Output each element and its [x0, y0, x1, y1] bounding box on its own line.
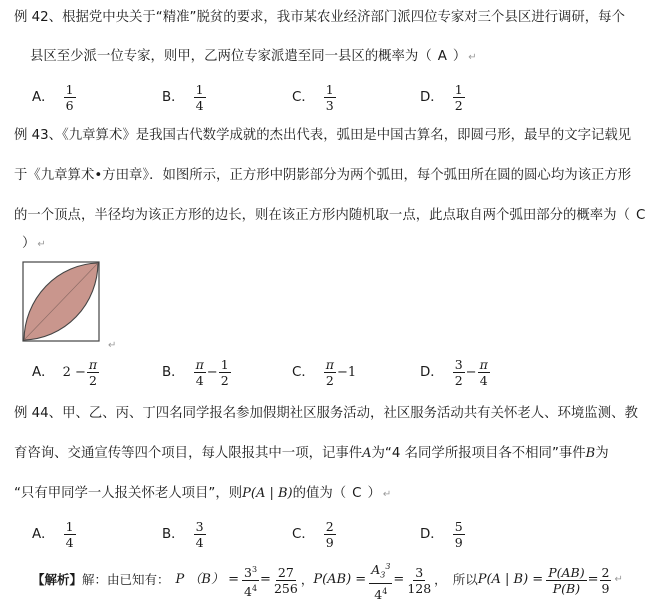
q44-line2 — [14, 445, 609, 463]
option-label: C． — [292, 89, 315, 105]
q42-line2-text: 县区至少派一位专家，则甲，乙两位专家派遣至同一县区的概率为（ — [30, 49, 432, 64]
separator: ， — [300, 572, 314, 588]
frac-num — [369, 560, 392, 584]
frac-den: 2 — [454, 373, 463, 388]
frac-den: 9 — [601, 580, 610, 596]
exponent: 4 — [382, 586, 388, 596]
fraction — [242, 563, 259, 598]
fraction — [219, 358, 231, 387]
frac-num: π — [325, 357, 334, 372]
equals-sign: = — [260, 572, 271, 588]
frac-den: 2 — [325, 373, 334, 388]
frac-den: 6 — [65, 98, 74, 113]
option-label: C． — [292, 364, 315, 380]
frac-num: 3 — [415, 564, 424, 580]
frac-den: 4 — [195, 373, 204, 388]
q44-option-a — [32, 520, 77, 549]
q43-option-a — [32, 358, 100, 387]
fraction — [194, 83, 206, 112]
q42-option-b — [162, 83, 207, 112]
conditional-expr: P(A | B) = — [477, 572, 544, 588]
q44-line3 — [14, 485, 391, 504]
fraction — [194, 358, 206, 387]
frac-num: 3 — [195, 519, 204, 534]
frac-den: 2 — [454, 98, 463, 113]
frac-num: 3 — [454, 357, 463, 372]
fraction — [600, 566, 612, 595]
fraction — [64, 83, 76, 112]
q43-option-b — [162, 358, 232, 387]
fraction — [272, 566, 300, 595]
return-mark-icon: ↵ — [108, 340, 117, 351]
q44-option-c — [292, 520, 337, 549]
base: A — [371, 562, 381, 578]
option-label: A． — [32, 526, 55, 542]
conditional-prob-expr: P(A | B) — [242, 486, 293, 501]
base: 3 — [244, 564, 252, 580]
option-label: B． — [162, 526, 185, 542]
base: 4 — [374, 586, 383, 602]
frac-den: 4 — [195, 98, 204, 113]
frac-den: 4 — [65, 535, 74, 550]
q42-option-a — [32, 83, 77, 112]
q43-line4 — [22, 235, 46, 254]
return-mark-icon: ↵ — [382, 489, 392, 500]
frac-den: 9 — [325, 535, 334, 550]
q42-answer: A — [437, 49, 447, 64]
return-mark-icon: ↵ — [468, 52, 477, 63]
option-label: C． — [292, 526, 315, 542]
fraction — [87, 358, 99, 387]
subscript: 3 — [380, 570, 386, 580]
q44-line2-text-c: 为 — [595, 446, 609, 461]
option-label: D． — [420, 364, 444, 380]
prob-b-expr: P （B） = — [175, 572, 239, 588]
frac-num: 1 — [454, 82, 463, 97]
frac-den: 128 — [407, 580, 432, 596]
frac-den: P(B) — [552, 580, 581, 596]
q44-answer: C — [352, 486, 362, 501]
frac-den: 4 — [479, 373, 488, 388]
q43-option-d — [420, 358, 491, 387]
frac-den: 2 — [220, 373, 229, 388]
q43-line3 — [14, 207, 651, 225]
frac-den: 2 — [88, 373, 97, 388]
frac-den — [242, 581, 259, 598]
prob-ab-expr: P(AB) = — [313, 572, 367, 588]
q42-option-d — [420, 83, 466, 112]
frac-num: 2 — [325, 519, 334, 534]
option-label: D． — [420, 89, 444, 105]
solution-so: 所以 — [452, 572, 478, 588]
fraction — [324, 83, 336, 112]
q43-line3-text: 的一个顶点，半径均为该正方形的边长，则在该正方形内随机取一点，此点取自两个弧田部分的概率为（ — [14, 208, 630, 223]
frac-num: 1 — [220, 357, 229, 372]
math-term: − — [465, 364, 477, 380]
frac-num: π — [195, 357, 204, 372]
fraction — [194, 520, 206, 549]
q44-line2-text-a: 育咨询、交通宣传等四个项目，每人限报其中一项，记事件 — [14, 446, 363, 461]
exponent: 3 — [251, 564, 258, 574]
q44-line2-text-b: 为“4 名同学所报项目各不相同”事件 — [371, 446, 586, 461]
fraction — [324, 520, 336, 549]
fraction — [64, 520, 76, 549]
option-label: D． — [420, 526, 444, 542]
fraction — [405, 566, 433, 595]
equals-sign: = — [587, 572, 599, 588]
option-label: B． — [162, 364, 185, 380]
q43-line2: 于《九章算术•方田章》．如图所示，正方形中阴影部分为两个弧田，每个弧田所在圆的圆心均为该正方形 — [14, 168, 632, 183]
frac-num: 1 — [65, 82, 74, 97]
q43-answer: C — [635, 208, 646, 223]
option-label: A． — [32, 89, 55, 105]
return-mark-icon: ↵ — [37, 239, 46, 250]
math-term: − — [206, 364, 218, 380]
q42-line2-close: ） — [452, 49, 467, 64]
frac-num: 1 — [195, 82, 204, 97]
separator: ， — [434, 572, 447, 588]
frac-num: π — [479, 357, 488, 372]
q44-line3-close: ） — [367, 486, 381, 501]
equals-sign: = — [393, 572, 405, 588]
solution-label: 【解析】 — [32, 572, 83, 588]
frac-den — [372, 584, 389, 601]
q42-line1: 例 42、根据党中央关于“精准”脱贫的要求，我市某农业经济部门派四位专家对三个县区进行调研，每个 — [14, 10, 625, 25]
arc-field-figure — [22, 261, 100, 342]
math-term: −1 — [336, 364, 357, 380]
fraction — [478, 358, 490, 387]
fraction — [369, 560, 392, 601]
frac-num — [242, 563, 259, 581]
q44-line3-text-b: 的值为（ — [292, 486, 347, 501]
option-label: B． — [162, 89, 185, 105]
frac-den: 9 — [454, 535, 463, 550]
fraction — [324, 358, 336, 387]
exponent: 4 — [251, 583, 258, 593]
q43-line4-close: ） — [22, 236, 36, 251]
solution-line — [32, 560, 623, 601]
frac-den: 3 — [325, 98, 334, 113]
q44-option-b — [162, 520, 207, 549]
superscript: 3 — [385, 562, 391, 571]
event-a: A — [362, 446, 372, 461]
frac-den: 256 — [273, 580, 298, 596]
option-label: A． — [32, 364, 55, 380]
solution-intro: 解：由已知有： — [82, 572, 170, 588]
frac-num: P(AB) — [548, 564, 585, 580]
frac-num: π — [88, 357, 98, 372]
fraction — [453, 83, 465, 112]
fraction — [453, 520, 465, 549]
base: 4 — [244, 584, 252, 600]
q44-line1: 例 44、甲、乙、丙、丁四名同学报名参加假期社区服务活动，社区服务活动共有关怀老人、环境监测、教 — [14, 406, 638, 421]
frac-num: 2 — [601, 564, 610, 580]
frac-num: 1 — [325, 82, 334, 97]
frac-num: 27 — [277, 564, 294, 580]
q44-option-d — [420, 520, 466, 549]
frac-num: 1 — [65, 519, 74, 534]
frac-num: 5 — [454, 519, 463, 534]
frac-den: 4 — [195, 535, 204, 550]
q43-option-c — [292, 358, 356, 387]
q44-line3-text-a: “只有甲同学一人报关怀老人项目”，则 — [14, 486, 243, 501]
return-mark-icon: ↵ — [614, 574, 623, 586]
fraction — [546, 566, 586, 595]
event-b: B — [585, 446, 596, 461]
fraction — [453, 358, 465, 387]
q42-option-c — [292, 83, 337, 112]
q43-line1: 例 43、《九章算术》是我国古代数学成就的杰出代表，弧田是中国古算名，即圆弓形，最早的文字记载见 — [14, 128, 632, 143]
math-term: 2 − — [62, 364, 86, 380]
q42-line2 — [30, 48, 477, 67]
